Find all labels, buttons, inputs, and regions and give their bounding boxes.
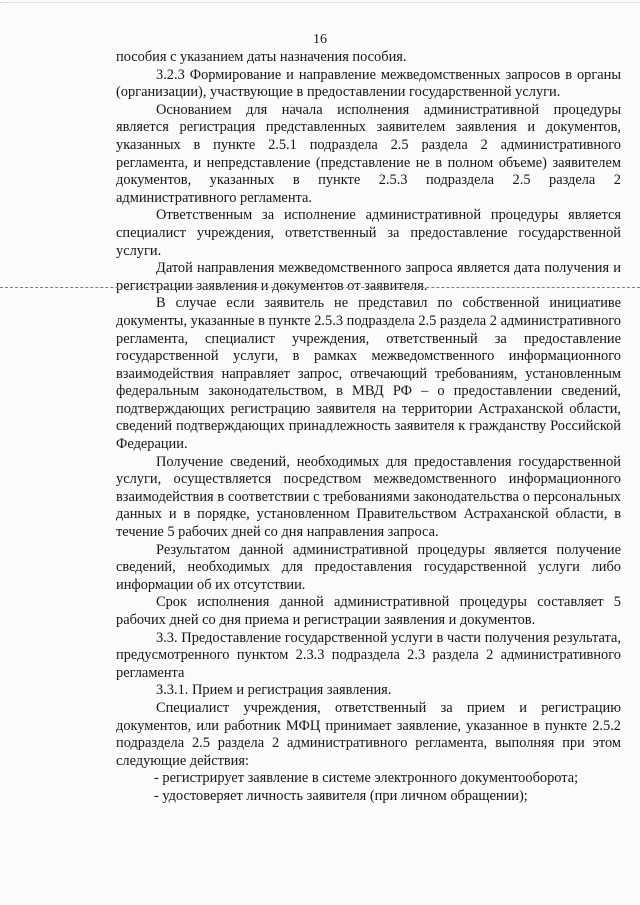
scan-line-artifact bbox=[0, 287, 640, 288]
paragraph: Ответственным за исполнение административной процедуры является специалист учреждения, ответственный за предоставление государственной услуги. bbox=[116, 207, 621, 259]
paragraph: Основанием для начала исполнения административной процедуры является регистрация представленных заявителем заявления и документов, указанных в пункте 2.5.1 подраздела 2.5 раздела 2 административного регламента, и непредставление (представление не в полном объеме) заявителем документов, указанных в пункте 2.5.3 подраздела 2.5 раздела 2 административного регламента. bbox=[116, 101, 621, 206]
paragraph: 3.2.3 Формирование и направление межведомственных запросов в органы (организации), участвующие в предоставлении государственной услуги. bbox=[116, 66, 621, 101]
paragraph: 3.3. Предоставление государственной услуги в части получения результата, предусмотренного пунктом 2.3.3 подраздела 2.3 раздела 2 административного регламента bbox=[116, 629, 621, 681]
document-body bbox=[116, 49, 621, 806]
list-item: - регистрирует заявление в системе электронного документооборота; bbox=[154, 770, 579, 787]
paragraph: Срок исполнения данной административной процедуры составляет 5 рабочих дней со дня приема и регистрации заявления и документов. bbox=[116, 594, 621, 628]
paragraph: Получение сведений, необходимых для предоставления государственной услуги, осуществляется посредством межведомственного информационного взаимодействия в соответствии с требованиями законодательства о персональных данных и в порядке, установленном Правительством Астраханской области, в течение 5 рабочих дней со дня направления запроса. bbox=[116, 453, 621, 541]
page-number: 16 bbox=[313, 32, 327, 47]
paragraph: Датой направления межведомственного запроса является дата получения и регистрации заявления и документов от заявителя. bbox=[116, 260, 621, 294]
paragraph: Специалист учреждения, ответственный за прием и регистрацию документов, или работник МФЦ принимает заявление, указанное в пункте 2.5.2 подраздела 2.5 раздела 2 административного регламента, выполняя при этом следующие действия: bbox=[116, 699, 621, 769]
list-item: - удостоверяет личность заявителя (при личном обращении); bbox=[154, 787, 528, 804]
paragraph: Результатом данной административной процедуры является получение сведений, необходимых для предоставления государственной услуги либо информации об их отсутствии. bbox=[116, 541, 621, 593]
paragraph: В случае если заявитель не представил по собственной инициативе документы, указанные в пункте 2.5.3 подраздела 2.5 раздела 2 административного регламента, специалист учреждения, ответственный за предоставление государственной услуги, в рамках межведомственного информационного взаимодействия направляет запрос, отвечающий требованиям, установленным федеральным законодательством, в МВД РФ – о предоставлении сведений, подтверждающих регистрацию заявителя на территории Астраханской области, сведений подтверждающих принадлежность заявителя к гражданству Российской Федерации. bbox=[116, 295, 621, 453]
paragraph: 3.3.1. Прием и регистрация заявления. bbox=[156, 682, 392, 699]
paragraph: пособия с указанием даты назначения пособия. bbox=[116, 49, 407, 65]
scan-edge-artifact bbox=[0, 2, 640, 3]
